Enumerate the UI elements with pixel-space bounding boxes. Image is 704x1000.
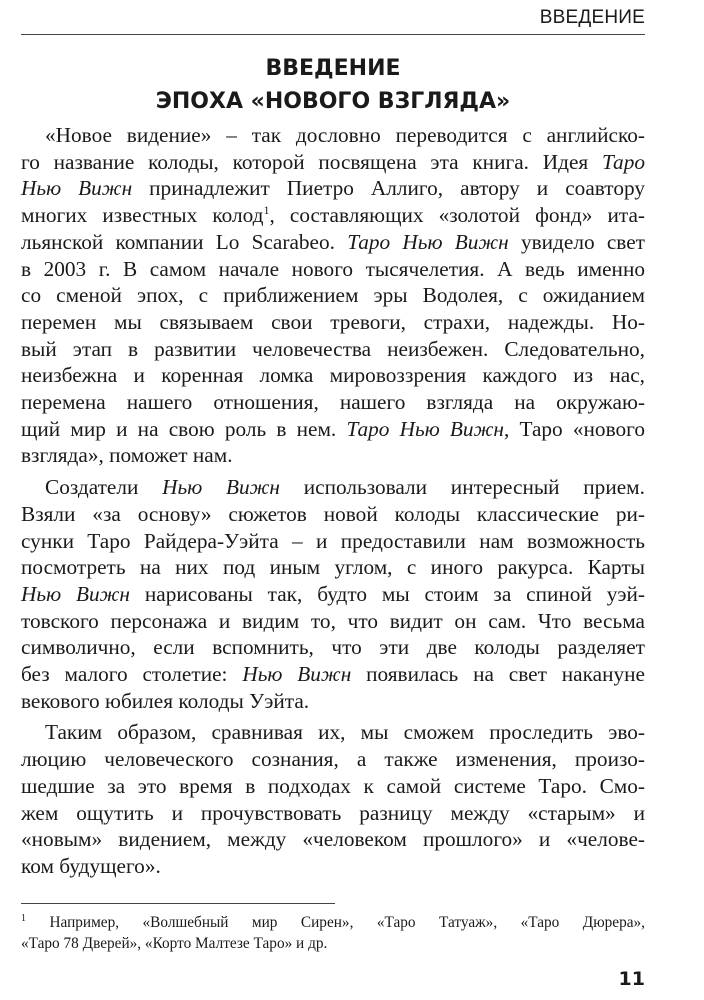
text-line: го название колоды, которой посвящена эта книга. Идея Таро [21, 149, 645, 174]
footnote [21, 912, 645, 954]
text-line: посмотреть на них под иным углом, с иного ракурса. Карты [21, 555, 645, 580]
text-line: товского персонажа и видим то, что видит он сам. Что весьма [21, 608, 645, 633]
text-line: многих известных колод$^1$, составляющих «золотой фонд» ита- [21, 203, 645, 228]
footnote-line: «Таро 78 Дверей», «Корто Малтезе Таро» и др. [21, 935, 328, 952]
text-line: щий мир и на свою роль в нем. Таро Нью Вижн, Таро «нового [21, 416, 645, 441]
text-line: неизбежна и коренная ломка мировоззрения каждого из нас, [21, 363, 645, 388]
text-line: шедшие за это время в подходах к самой системе Таро. Смо- [21, 773, 645, 798]
text-line: перемен мы связываем свои тревоги, страхи, надежды. Но- [21, 309, 645, 334]
chapter-titles [21, 52, 645, 118]
text-line: Нью Вижн принадлежит Пиетро Аллиго, автору и соавтору [21, 176, 645, 201]
paragraph [21, 474, 645, 714]
text-line: ком будущего». [21, 853, 161, 878]
text-line: Таким образом, сравнивая их, мы сможем проследить эво- [45, 720, 645, 745]
chapter-subtitle: ЭПОХА «НОВОГО ВЗГЛЯДА» [155, 89, 511, 114]
footnote-line: $^1$ Например, «Волшебный мир Сирен», «Таро Татуаж», «Таро Дюрера», [21, 913, 645, 931]
text-line: Создатели Нью Вижн использовали интересный прием. [45, 475, 645, 500]
page-number: 11 [618, 968, 645, 990]
text-line: люцию человеческого сознания, а также изменения, произо- [21, 747, 645, 772]
running-header: ВВЕДЕНИЕ [21, 5, 645, 35]
text-line: без малого столетие: Нью Вижн появилась на свет накануне [21, 662, 645, 687]
text-line: в 2003 г. В самом начале нового тысячелетия. А ведь именно [21, 256, 645, 281]
text-line: векового юбилея колоды Уэйта. [21, 688, 310, 713]
paragraph [21, 122, 645, 469]
text-line: «Новое видение» – так дословно переводится с английско- [45, 123, 645, 147]
text-line: со сменой эпох, с приближением эры Водолея, с ожиданием [21, 283, 645, 308]
text-line: перемена нашего отношения, нашего взгляда на окружаю- [21, 390, 645, 415]
text-line: взгляда», поможет нам. [21, 443, 233, 468]
text-line: жем ощутить и прочувствовать разницу между «старым» и [21, 800, 645, 825]
chapter-title: ВВЕДЕНИЕ [265, 56, 401, 81]
text-line: Взяли «за основу» сюжетов новой колоды классические ри- [21, 501, 645, 526]
paragraph [21, 719, 645, 879]
text-line: вый этап в развитии человечества неизбежен. Следовательно, [21, 336, 645, 361]
text-line: символично, если вспомнить, что эти две колоды разделяет [21, 635, 645, 660]
text-line: льянской компании Lo Scarabeo. Таро Нью Вижн увидело свет [21, 229, 645, 254]
body-text [21, 122, 645, 885]
text-line: Нью Вижн нарисованы так, будто мы стоим за спиной уэй- [21, 581, 645, 606]
text-line: «новым» видением, между «человеком прошлого» и «челове- [21, 827, 645, 852]
footnote-separator [21, 903, 335, 904]
text-line: сунки Таро Райдера-Уэйта – и предоставили нам возможность [21, 528, 645, 553]
